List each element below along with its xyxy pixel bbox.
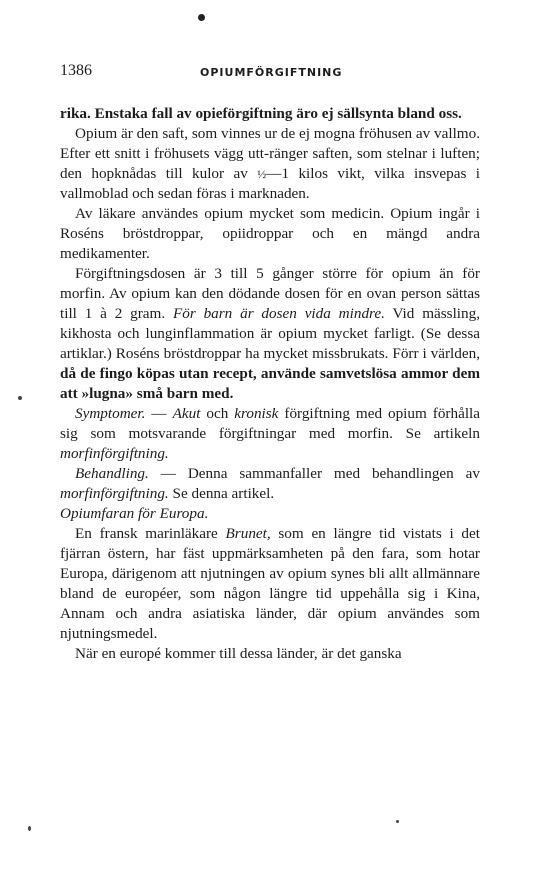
print-speck [396, 820, 399, 823]
article-reference-2: morfinförgiftning. [60, 485, 169, 502]
paragraph-7-text-a: En fransk marinläkare [75, 525, 226, 542]
print-speck [18, 396, 22, 400]
print-speck [28, 826, 31, 831]
behandling-label: Behandling. [75, 465, 149, 482]
paragraph-7 [60, 524, 480, 644]
paragraph-8-text: När en europé kommer till dessa länder, är det ganska [75, 645, 402, 662]
paragraph-6-text-b: — Denna sammanfaller med behandlingen av [148, 465, 480, 482]
paragraph-5-text-d: och [200, 405, 235, 422]
paragraph-3 [60, 204, 480, 264]
paragraph-8 [60, 644, 480, 664]
person-name: Brunet, [225, 525, 271, 542]
article-reference: morfinförgiftning. [60, 445, 169, 462]
print-mark [198, 14, 205, 21]
fraction-half: ½ [257, 167, 267, 181]
paragraph-1 [60, 104, 480, 124]
symptomer-label: Symptomer. [75, 405, 146, 422]
paragraph-4-text-c: Vid mässling, kikhosta och lunginflammation är opium mycket farligt. (Se dessa artiklar.) Roséns bröstdroppar ha mycket missbrukats. Förr i världen, [60, 305, 480, 362]
paragraph-7-text-c: som en längre tid vistats i det fjärran östern, har fäst uppmärksamheten på den fara, som hotar Europa, därigenom att njutningen av opium synes bli allt allmännare bland de européer, som någon längre tid uppehålla sig i Kina, Annam och andra asiatiska länder, där opium användes som njutningsmedel. [60, 525, 480, 642]
paragraph-behandling [60, 464, 480, 504]
section-heading: Opiumfaran för Europa. [60, 505, 209, 522]
paragraph-4 [60, 264, 480, 404]
paragraph-2 [60, 124, 480, 204]
page-body [60, 104, 480, 664]
kronisk-term: kronisk [234, 405, 279, 422]
dash: — [145, 405, 173, 422]
paragraph-3-text: Av läkare användes opium mycket som medicin. Opium ingår i Roséns bröstdroppar, opiidroppar och en mängd andra medikamenter. [60, 205, 480, 262]
page-header [60, 62, 480, 82]
paragraph-symptomer [60, 404, 480, 464]
akut-term: Akut [172, 405, 201, 422]
running-head: OPIUMFÖRGIFTNING [200, 66, 343, 79]
paragraph-5-text-f: förgiftning med opium förhålla sig som motsvarande förgiftningar med morfin. Se artikeln [60, 405, 481, 442]
paragraph-2-text-a: Opium är den saft, som vinnes ur de ej mogna fröhusen av vallmo. Efter ett snitt i fröhusets vägg utt-ränger saften, som stelnar i luften; den hopknådas till kulor av [60, 125, 480, 182]
paragraph-4-emphasis: För barn är dosen vida mindre. [172, 305, 385, 322]
paragraph-1-text: rika. Enstaka fall av opieförgiftning äro ej sällsynta bland oss. [60, 105, 462, 122]
paragraph-4-bold: då de fingo köpas utan recept, använde samvetslösa ammor dem att »lugna» små barn med. [60, 365, 480, 402]
paragraph-4-text-a: Förgiftningsdosen är 3 till 5 gånger större för opium än för morfin. Av opium kan den dödande dosen för en ovan person sättas till 1 à 2 gram. [60, 265, 480, 322]
page-number: 1386 [60, 62, 92, 79]
paragraph-6-text-d: Se denna artikel. [168, 485, 275, 502]
paragraph-2-text-b: —1 kilos vikt, vilka insvepas i vallmoblad och sedan föras i marknaden. [60, 165, 480, 202]
